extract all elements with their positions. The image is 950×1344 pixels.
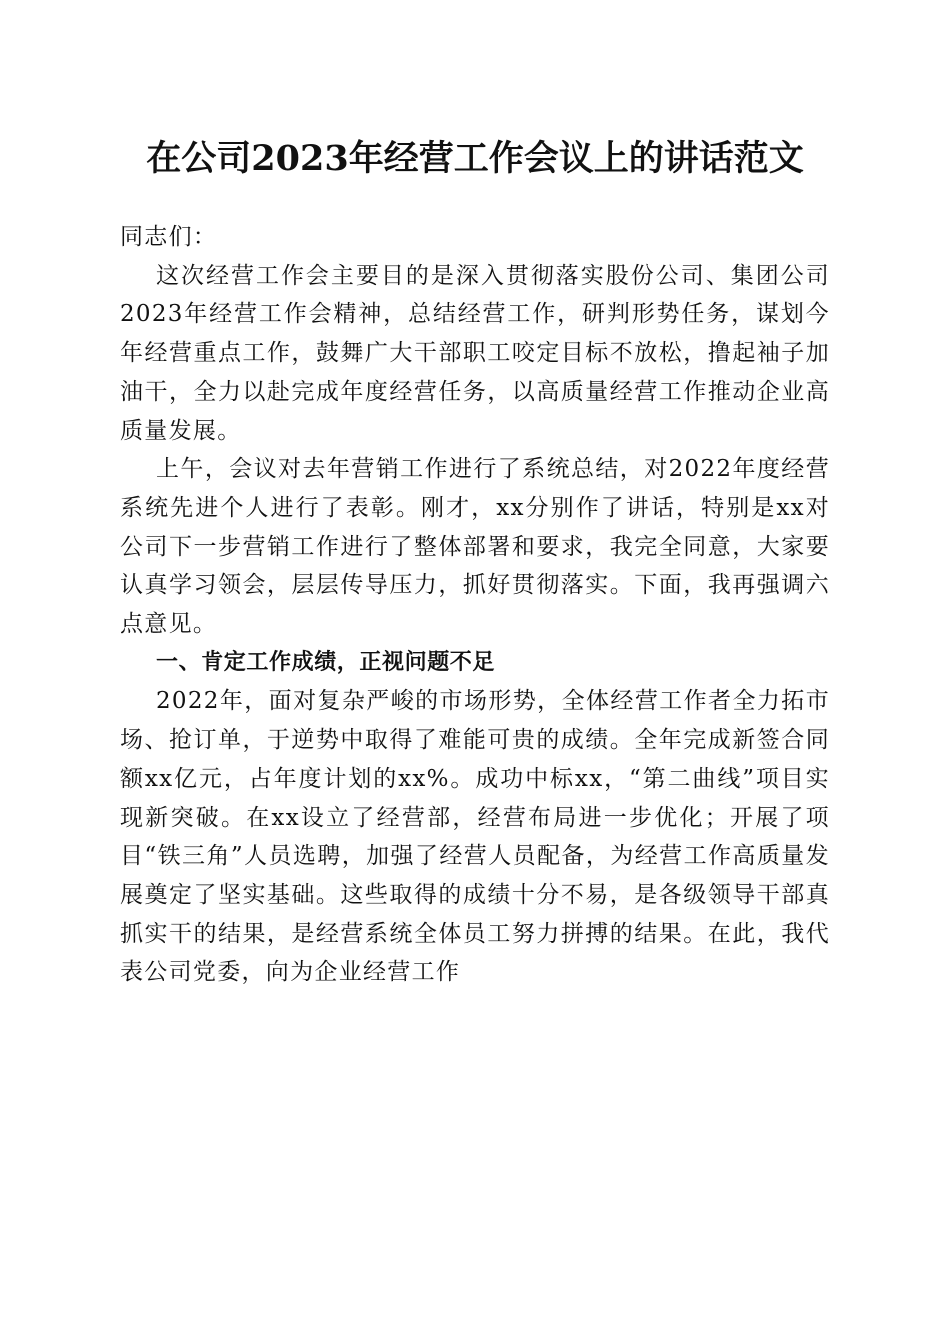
salutation: 同志们： bbox=[120, 224, 218, 250]
document-title: 在公司2023年经营工作会议上的讲话范文 bbox=[146, 138, 804, 179]
document-body bbox=[120, 218, 830, 992]
paragraph-morning-review: 上午，会议对去年营销工作进行了系统总结，对2022年度经营系统先进个人进行了表彰。刚才，xx分别作了讲话，特别是xx对公司下一步营销工作进行了整体部署和要求，我完全同意，大家要认真学习领会，层层传导压力，抓好贯彻落实。下面，我再强调六点意见。 bbox=[120, 456, 830, 638]
paragraph-achievements: 2022年，面对复杂严峻的市场形势，全体经营工作者全力拓市场、抢订单，于逆势中取得了难能可贵的成绩。全年完成新签合同额xx亿元，占年度计划的xx%。成功中标xx，“第二曲线”项目实现新突破。在xx设立了经营部，经营布局进一步优化；开展了项目“铁三角”人员选聘，加强了经营人员配备，为经营工作高质量发展奠定了坚实基础。这些取得的成绩十分不易，是各级领导干部真抓实干的结果，是经营系统全体员工努力拼搏的结果。在此，我代表公司党委，向为企业经营工作 bbox=[120, 688, 830, 986]
paragraph-purpose: 这次经营工作会主要目的是深入贯彻落实股份公司、集团公司2023年经营工作会精神，总结经营工作，研判形势任务，谋划今年经营重点工作，鼓舞广大干部职工咬定目标不放松，撸起袖子加油干，全力以赴完成年度经营任务，以高质量经营工作推动企业高质量发展。 bbox=[120, 262, 830, 444]
section-heading-1: 一、肯定工作成绩，正视问题不足 bbox=[156, 649, 496, 675]
